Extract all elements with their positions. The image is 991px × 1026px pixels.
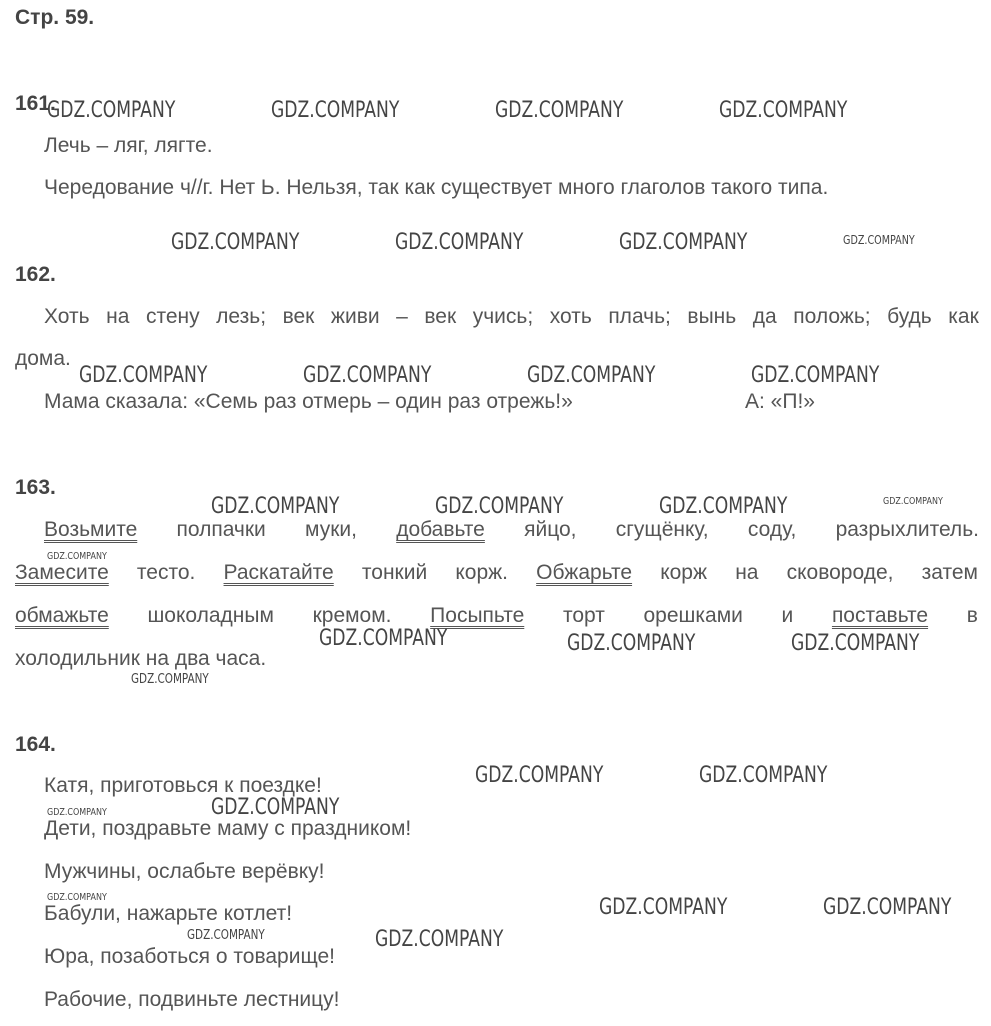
verb-underlined: поставьте	[831, 604, 929, 627]
watermark: GDZ.COMPANY	[719, 98, 848, 123]
verb-underlined: обмажьте	[15, 604, 109, 627]
exercise-163-number: 163.	[15, 476, 56, 499]
word: сковороде,	[786, 561, 894, 584]
watermark: GDZ.COMPANY	[271, 98, 400, 123]
watermark: GDZ.COMPANY	[791, 631, 920, 656]
verb-underlined: Раскатайте	[223, 561, 334, 584]
verb-underlined: добавьте	[396, 518, 485, 541]
watermark: GDZ.COMPANY	[375, 927, 504, 952]
watermark: GDZ.COMPANY	[883, 496, 943, 507]
watermark: GDZ.COMPANY	[475, 763, 604, 788]
word: лезь;	[216, 305, 267, 328]
exercise-161-number: 161.	[15, 92, 56, 115]
word: да	[752, 305, 777, 328]
exercise-164-line: Мужчины, ослабьте верёвку!	[44, 860, 325, 883]
word: стену	[145, 305, 200, 328]
watermark: GDZ.COMPANY	[527, 363, 656, 388]
word: в	[966, 604, 978, 627]
exercise-162-scheme: А: «П!»	[745, 390, 815, 413]
word: будь	[887, 305, 932, 328]
watermark: GDZ.COMPANY	[211, 795, 340, 820]
word: торт	[562, 604, 605, 627]
exercise-164-line: Катя, приготовься к поездке!	[44, 774, 322, 797]
word: на	[106, 305, 130, 328]
exercise-164-line: Юра, позаботься о товарище!	[44, 945, 336, 968]
word: вынь	[687, 305, 737, 328]
verb-underlined: Замесите	[15, 561, 109, 584]
exercise-164-line: Бабули, нажарьте котлет!	[44, 902, 293, 925]
watermark: GDZ.COMPANY	[211, 494, 340, 519]
word: Хоть	[44, 305, 90, 328]
exercise-162-number: 162.	[15, 263, 56, 286]
exercise-162-line-1	[44, 305, 979, 329]
exercise-163-line-3	[15, 604, 978, 628]
verb-underlined: Посыпьте	[430, 604, 525, 627]
word: хоть	[549, 305, 592, 328]
watermark: GDZ.COMPANY	[395, 230, 524, 255]
watermark: GDZ.COMPANY	[843, 233, 915, 247]
exercise-164-line: Дети, поздравьте маму с праздником!	[44, 817, 412, 840]
watermark: GDZ.COMPANY	[79, 363, 208, 388]
watermark: GDZ.COMPANY	[47, 807, 107, 818]
exercise-162-line-2: дома.	[15, 347, 71, 370]
word: тонкий	[361, 561, 428, 584]
watermark: GDZ.COMPANY	[435, 494, 564, 519]
exercise-161-line-2: Чередование ч//г. Нет Ь. Нельзя, так как существует много глаголов такого типа.	[44, 176, 829, 199]
word: орешками	[643, 604, 743, 627]
word: муки,	[305, 518, 357, 541]
word: шоколадным	[147, 604, 274, 627]
exercise-164-line: Рабочие, подвиньте лестницу!	[44, 988, 340, 1011]
word: соду,	[747, 518, 797, 541]
word: век	[282, 305, 315, 328]
word: затем	[921, 561, 978, 584]
exercise-162-line-3: Мама сказала: «Семь раз отмерь – один раз отрежь!»	[44, 390, 573, 413]
word: на	[735, 561, 759, 584]
watermark: GDZ.COMPANY	[751, 363, 880, 388]
word: –	[396, 305, 408, 328]
word: учись;	[472, 305, 534, 328]
word: сгущёнку,	[615, 518, 709, 541]
exercise-164-number: 164.	[15, 733, 56, 756]
page-reference: Стр. 59.	[15, 6, 95, 29]
watermark: GDZ.COMPANY	[599, 895, 728, 920]
verb-underlined: Обжарьте	[536, 561, 633, 584]
word: как	[948, 305, 979, 328]
watermark: GDZ.COMPANY	[319, 626, 448, 651]
watermark: GDZ.COMPANY	[187, 928, 265, 943]
watermark: GDZ.COMPANY	[131, 672, 209, 687]
word: полпачки	[176, 518, 266, 541]
watermark: GDZ.COMPANY	[495, 98, 624, 123]
watermark: GDZ.COMPANY	[47, 892, 107, 903]
word: корж.	[455, 561, 509, 584]
watermark: GDZ.COMPANY	[659, 494, 788, 519]
watermark: GDZ.COMPANY	[823, 895, 952, 920]
word: положь;	[793, 305, 871, 328]
word: корж	[660, 561, 708, 584]
word: яйцо,	[524, 518, 577, 541]
watermark: GDZ.COMPANY	[47, 551, 107, 562]
word: живи	[330, 305, 380, 328]
watermark: GDZ.COMPANY	[303, 363, 432, 388]
word: кремом.	[312, 604, 392, 627]
watermark: GDZ.COMPANY	[47, 98, 176, 123]
watermark: GDZ.COMPANY	[699, 763, 828, 788]
exercise-163-line-2	[15, 561, 978, 585]
word: плачь;	[608, 305, 671, 328]
word: разрыхлитель.	[835, 518, 979, 541]
exercise-163-line-1	[44, 518, 979, 542]
watermark: GDZ.COMPANY	[619, 230, 748, 255]
watermark: GDZ.COMPANY	[171, 230, 300, 255]
exercise-163-line-4: холодильник на два часа.	[15, 647, 267, 670]
exercise-161-line-1: Лечь – ляг, лягте.	[44, 134, 213, 157]
word: век	[424, 305, 457, 328]
verb-underlined: Возьмите	[44, 518, 138, 541]
word: тесто.	[136, 561, 196, 584]
watermark: GDZ.COMPANY	[567, 631, 696, 656]
word: и	[781, 604, 794, 627]
